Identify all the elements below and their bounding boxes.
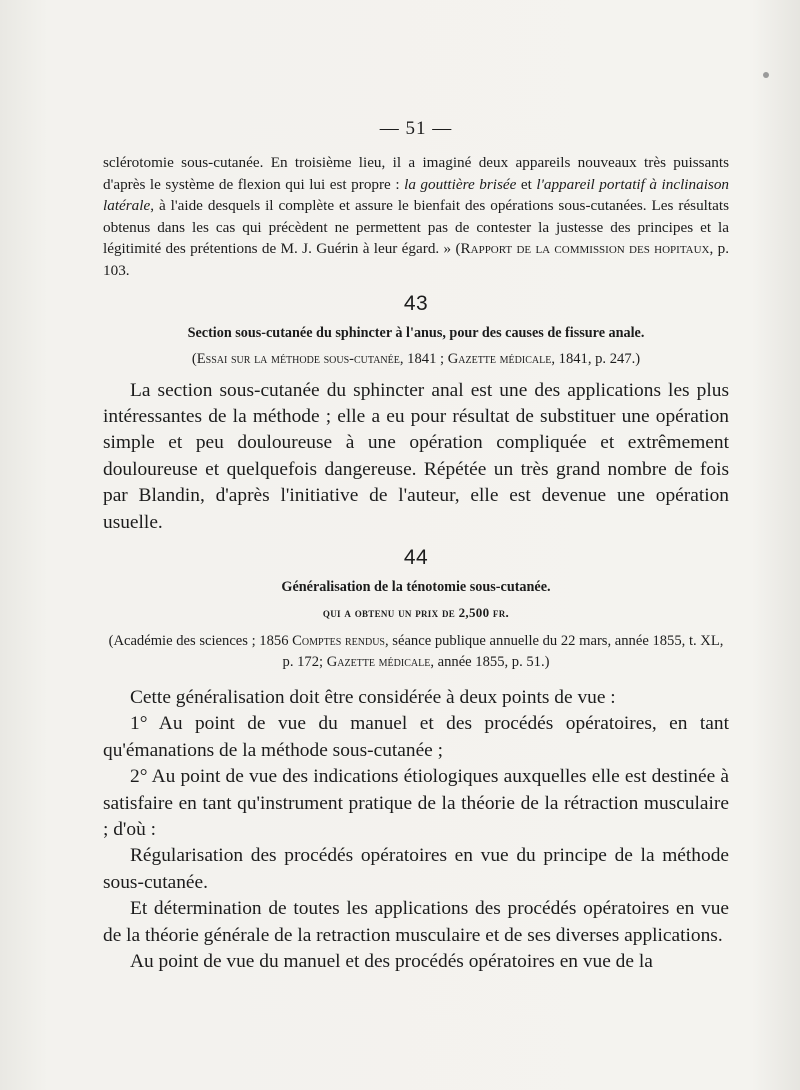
section-43-title: Section sous-cutanée du sphincter à l'anus, pour des causes de fissure anale. <box>187 324 645 341</box>
text-column <box>103 118 729 975</box>
section-44-reference: (Académie des sciences ; 1856 Comptes rendus, séance publique annuelle du 22 mars, année 1855, t. XL, p. 172; Gazette médicale, année 1855, p. 51.) <box>108 633 724 670</box>
intro-italic-gouttiere: la gouttière brisée <box>404 175 517 193</box>
section-44-paragraph: Au point de vue du manuel et des procédés opératoires en vue de la <box>130 951 653 973</box>
section-44-title: Généralisation de la ténotomie sous-cutanée. <box>281 579 551 595</box>
intro-reference: Rapport de la commission des hopitaux <box>460 240 710 258</box>
section-44-paragraph: 2° Au point de vue des indications étiologiques auxquelles elle est destinée à satisfaire en tant qu'instrument pratique de la théorie de la rétraction musculaire ; d'où : <box>103 766 729 841</box>
section-43-number: 43 <box>403 291 429 315</box>
section-44-paragraph: Cette généralisation doit être considérée à deux points de vue : <box>130 687 616 708</box>
section-44-number: 44 <box>403 546 429 569</box>
section-44-paragraph: Et détermination de toutes les applications des procédés opératoires en vue de la théorie générale de la retraction musculaire et de ses diverses applications. <box>103 898 729 946</box>
page-number: — 51 — <box>379 118 453 139</box>
section-44-paragraph: 1° Au point de vue du manuel et des procédés opératoires, en tant qu'émanations de la méthode sous-cutanée ; <box>103 713 729 761</box>
intro-paragraph: sclérotomie sous-cutanée. En troisième lieu, il a imaginé deux appareils nouveaux très puissants d'après le système de flexion qui lui est propre : la gouttière brisée et l'appareil portatif à inclinaison latérale, à l'aide desquels il complète et assure le bienfait des opérations sous-cutanées. Les résultats obtenus dans les cas qui précèdent ne permettent pas de contester la justesse des principes et la légitimité des prétentions de M. J. Guérin à leur égard. » (Rapport de la commission des hopitaux, p. 103. <box>103 154 730 279</box>
intro-italic-appareil: l'appareil portatif à inclinaison latérale <box>103 175 730 215</box>
section-44-paragraph: Régularisation des procédés opératoires en vue du principe de la méthode sous-cutanée. <box>103 845 729 893</box>
section-44-subtitle: qui a obtenu un prix de 2,500 fr. <box>322 605 510 620</box>
section-43-body: La section sous-cutanée du sphincter anal est une des applications les plus intéressantes de la méthode ; elle a eu pour résultat de substituer une opération simple et peu douloureuse à une opération compliquée et extrêmement douloureuse et quelquefois dangereuse. Répétée un très grand nombre de fois par Blandin, d'après l'initiative de l'auteur, elle est devenue une opération usuelle. <box>103 379 729 533</box>
section-43-reference: (Essai sur la méthode sous-cutanée, 1841 ; Gazette médicale, 1841, p. 247.) <box>191 350 641 367</box>
ink-spot <box>763 72 769 78</box>
